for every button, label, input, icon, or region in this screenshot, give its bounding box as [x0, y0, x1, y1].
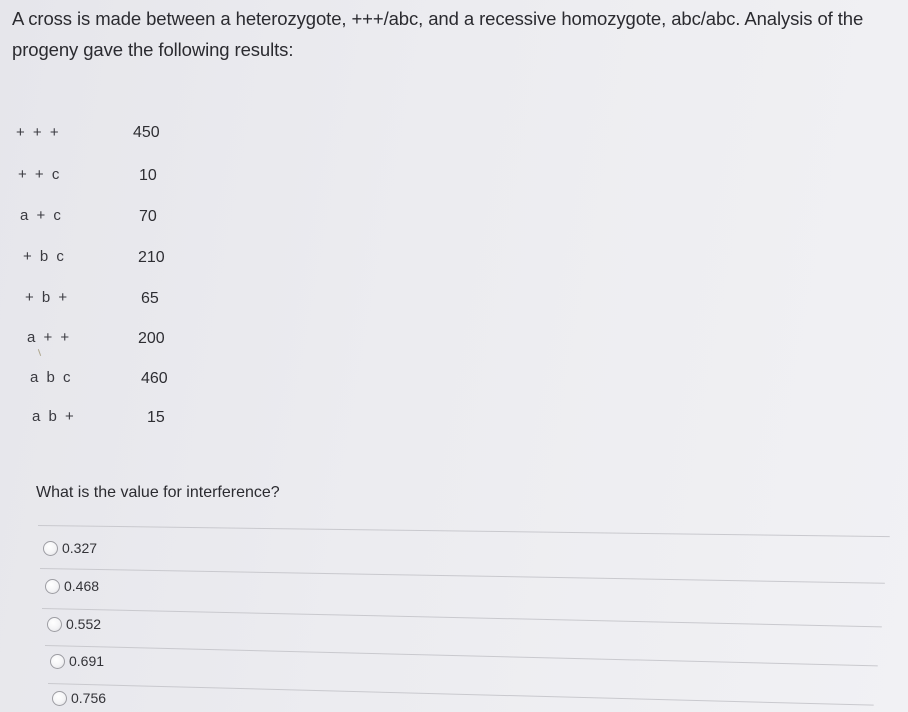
count-cell: 460 — [141, 370, 168, 387]
question-intro: A cross is made between a heterozygote, +++/abc, and a recessive homozygote, abc/abc. Analysis of the progeny gave the following results: — [12, 8, 864, 60]
radio-button[interactable] — [45, 579, 60, 594]
count-cell: 15 — [147, 409, 165, 426]
genotype-cell: a b c — [30, 369, 71, 386]
answer-option[interactable] — [43, 538, 97, 558]
genotype-cell: + b + — [25, 289, 68, 306]
genotype-cell: a + c — [20, 207, 61, 224]
answer-option[interactable] — [47, 614, 101, 634]
genotype-cell: + b c — [23, 248, 64, 265]
option-label: 0.756 — [71, 690, 107, 706]
radio-button[interactable] — [50, 654, 65, 669]
option-label: 0.691 — [69, 653, 105, 669]
pen-mark — [38, 349, 41, 356]
option-label: 0.327 — [62, 540, 98, 556]
option-label: 0.468 — [64, 578, 100, 594]
count-cell: 70 — [139, 208, 157, 225]
divider — [40, 568, 885, 584]
genotype-cell: a + + — [27, 329, 70, 346]
genotype-cell: + + + — [16, 124, 59, 141]
radio-button[interactable] — [43, 541, 58, 556]
count-cell: 10 — [139, 167, 157, 184]
genotype-cell: + + c — [18, 166, 60, 183]
count-cell: 200 — [138, 330, 165, 347]
genotype-cell: a b + — [32, 408, 74, 425]
answer-option[interactable] — [50, 651, 104, 671]
divider — [38, 525, 890, 537]
divider — [42, 608, 882, 627]
answer-option[interactable] — [45, 576, 99, 596]
radio-button[interactable] — [47, 617, 62, 632]
divider — [48, 683, 874, 706]
answer-option[interactable] — [52, 688, 106, 708]
option-label: 0.552 — [66, 616, 102, 632]
count-cell: 450 — [133, 124, 160, 141]
radio-button[interactable] — [52, 691, 67, 706]
question-text: What is the value for interference? — [36, 484, 280, 501]
count-cell: 65 — [141, 290, 159, 307]
divider — [45, 645, 878, 666]
count-cell: 210 — [138, 249, 165, 266]
